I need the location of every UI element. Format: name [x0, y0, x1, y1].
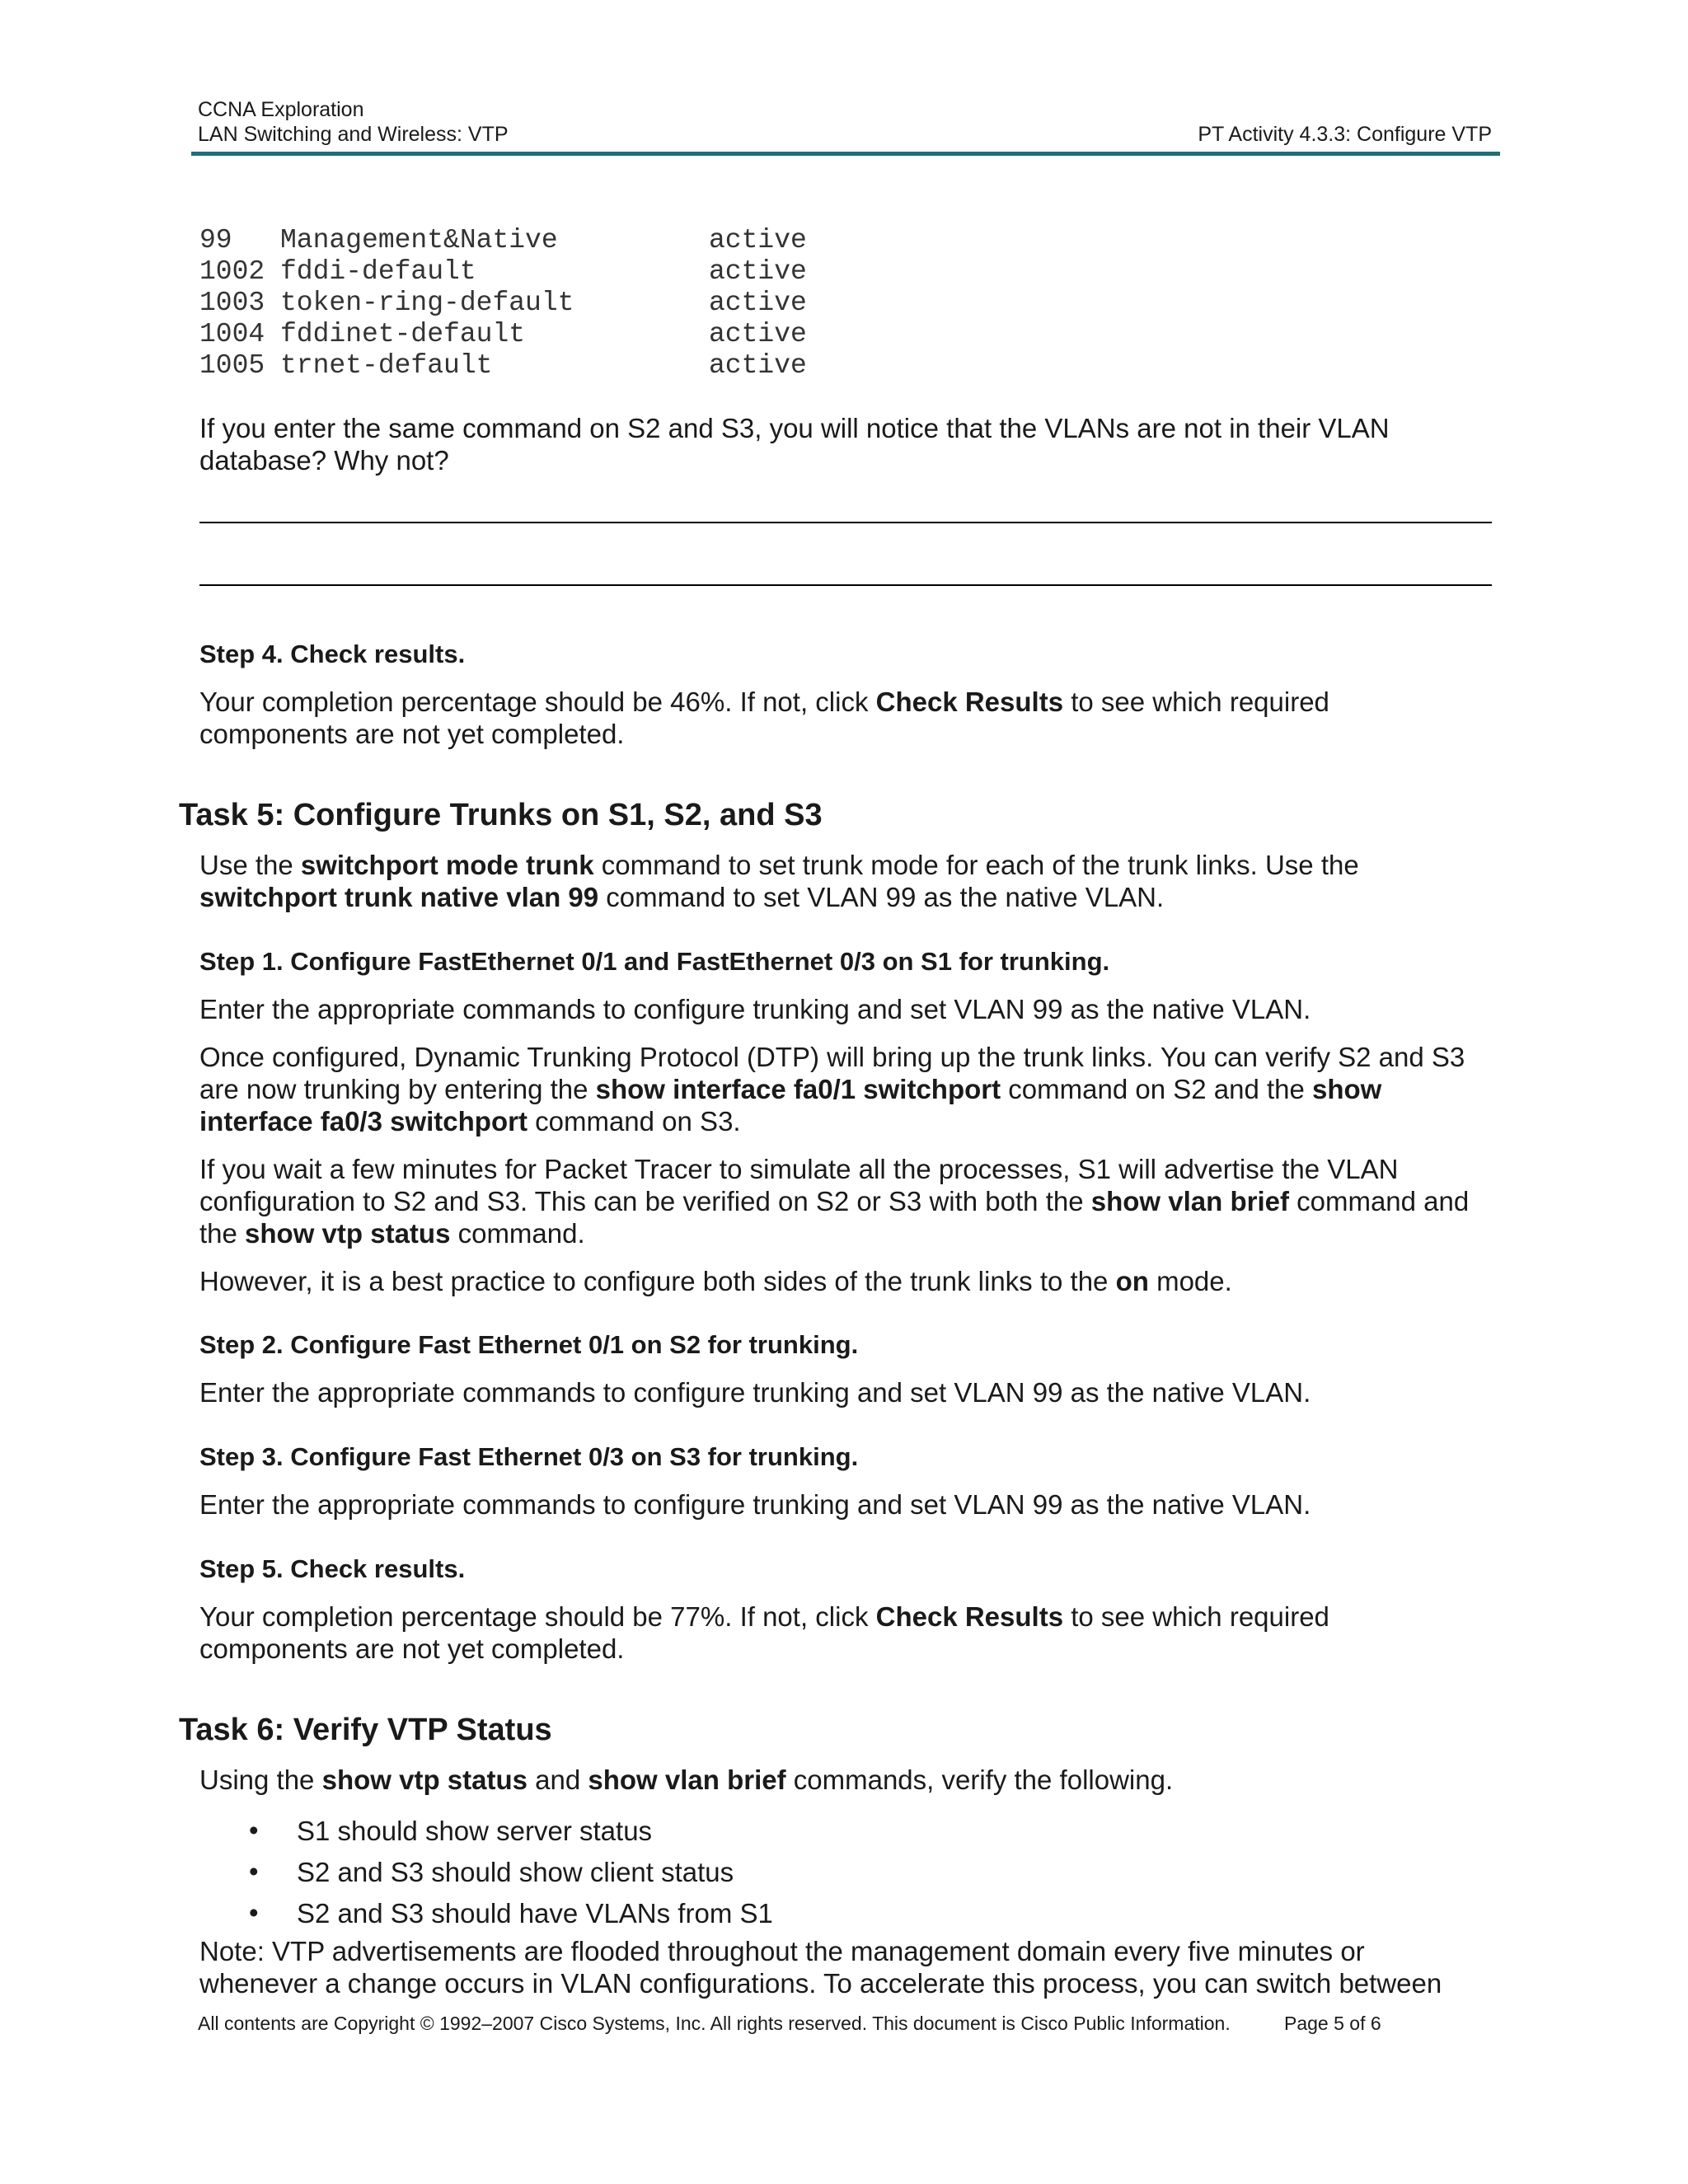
task6-intro: Using the show vtp status and show vlan brief commands, verify the following. — [199, 1765, 1174, 1795]
header-activity: PT Activity 4.3.3: Configure VTP — [1198, 123, 1492, 146]
task5-step3-p: Enter the appropriate commands to configure trunking and set VLAN 99 as the native VLAN. — [199, 1489, 1311, 1520]
vlan-id: 1002 — [199, 256, 265, 287]
task6-note-line-2: whenever a change occurs in VLAN configurations. To accelerate this process, you can switch between — [199, 1968, 1442, 1999]
task5-step1-p1: Enter the appropriate commands to configure trunking and set VLAN 99 as the native VLAN. — [199, 994, 1311, 1024]
vlan-id: 99 — [199, 225, 232, 255]
bullet-dot: • — [249, 1856, 259, 1886]
task5-intro-line-1: Use the switchport mode trunk command to set trunk mode for each of the trunk links. Use the — [199, 850, 1359, 880]
task6-heading: Task 6: Verify VTP Status — [179, 1713, 552, 1747]
question-line-1: If you enter the same command on S2 and S3, you will notice that the VLANs are not in their VLAN — [199, 413, 1390, 443]
header-course: CCNA Exploration — [198, 98, 364, 121]
task5-step5-line-1: Your completion percentage should be 77%. If not, click Check Results to see which required — [199, 1601, 1329, 1632]
task5-step1-p3-line-3: the show vtp status command. — [199, 1218, 585, 1249]
vlan-name: fddi-default — [280, 256, 476, 287]
task5-step1-p3-line-1: If you wait a few minutes for Packet Tracer to simulate all the processes, S1 will advertise the VLAN — [199, 1154, 1399, 1184]
task5-intro-line-2: switchport trunk native vlan 99 command to set VLAN 99 as the native VLAN. — [199, 882, 1165, 912]
answer-line-2[interactable] — [199, 584, 1492, 586]
vlan-status: active — [709, 225, 807, 255]
vlan-id: 1004 — [199, 319, 265, 349]
list-item: S1 should show server status — [297, 1816, 653, 1846]
header-module: LAN Switching and Wireless: VTP — [198, 123, 509, 146]
vlan-id: 1003 — [199, 288, 265, 318]
task6-note-line-1: Note: VTP advertisements are flooded throughout the management domain every five minutes or — [199, 1936, 1365, 1966]
question-line-2: database? Why not? — [199, 445, 449, 476]
task5-heading: Task 5: Configure Trunks on S1, S2, and S3 — [179, 798, 823, 832]
step4-heading: Step 4. Check results. — [199, 640, 466, 668]
step4-paragraph-line-1: Your completion percentage should be 46%. If not, click Check Results to see which required — [199, 687, 1329, 717]
task5-step2-heading: Step 2. Configure Fast Ethernet 0/1 on S2 for trunking. — [199, 1330, 859, 1359]
task5-step2-p: Enter the appropriate commands to configure trunking and set VLAN 99 as the native VLAN. — [199, 1377, 1311, 1408]
task5-step1-p4: However, it is a best practice to configure both sides of the trunk links to the on mode. — [199, 1266, 1232, 1296]
footer-copyright: All contents are Copyright © 1992–2007 Cisco Systems, Inc. All rights reserved. This document is Cisco Public Information. — [198, 2013, 1231, 2034]
vlan-name: fddinet-default — [280, 319, 526, 349]
header-rule — [191, 152, 1500, 156]
task5-step1-p2-line-1: Once configured, Dynamic Trunking Protocol (DTP) will bring up the trunk links. You can verify S2 and S3 — [199, 1042, 1465, 1072]
task5-step1-p2-line-2: are now trunking by entering the show interface fa0/1 switchport command on S2 and the show — [199, 1074, 1382, 1104]
vlan-name: trnet-default — [280, 350, 493, 381]
task5-step1-heading: Step 1. Configure FastEthernet 0/1 and FastEthernet 0/3 on S1 for trunking. — [199, 947, 1110, 976]
vlan-name: token-ring-default — [280, 288, 574, 318]
task5-step1-p2-line-3: interface fa0/3 switchport command on S3. — [199, 1106, 741, 1137]
list-item: S2 and S3 should show client status — [297, 1857, 734, 1887]
vlan-status: active — [709, 319, 807, 349]
task5-step1-p3-line-2: configuration to S2 and S3. This can be verified on S2 or S3 with both the show vlan brief command and — [199, 1186, 1470, 1216]
vlan-status: active — [709, 350, 807, 381]
vlan-name: Management&Native — [280, 225, 558, 255]
vlan-status: active — [709, 256, 807, 287]
answer-line-1[interactable] — [199, 522, 1492, 523]
vlan-id: 1005 — [199, 350, 265, 381]
step4-paragraph-line-2: components are not yet completed. — [199, 719, 625, 749]
list-item: S2 and S3 should have VLANs from S1 — [297, 1898, 773, 1929]
task5-step5-line-2: components are not yet completed. — [199, 1633, 625, 1664]
task5-step3-heading: Step 3. Configure Fast Ethernet 0/3 on S3 for trunking. — [199, 1442, 859, 1471]
bullet-dot: • — [249, 1815, 259, 1845]
bullet-dot: • — [249, 1897, 259, 1928]
vlan-status: active — [709, 288, 807, 318]
footer-page-number: Page 5 of 6 — [1284, 2013, 1381, 2034]
task5-step5-heading: Step 5. Check results. — [199, 1554, 466, 1583]
